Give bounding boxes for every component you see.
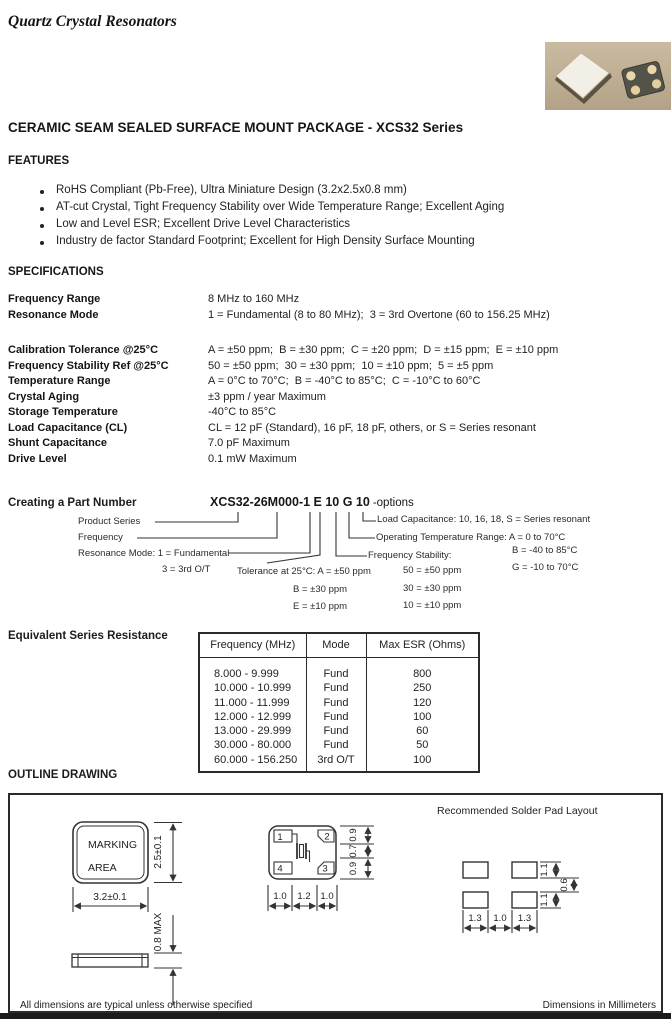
note-dimensions-mm: Dimensions in Millimeters <box>542 1000 656 1011</box>
spec-value: A = ±50 ppm; B = ±30 ppm; C = ±20 ppm; D = ±15 ppm; E = ±10 ppm <box>208 344 559 356</box>
esr-cell: 11.000 - 11.999 <box>199 696 306 710</box>
footer-bar <box>0 1013 671 1019</box>
esr-cell: 250 <box>413 682 432 695</box>
part-number-options: -options <box>372 497 414 509</box>
dim-body-height: 2.5±0.1 <box>153 835 164 869</box>
pn-label-frequency: Frequency <box>78 532 123 543</box>
feature-item <box>40 201 640 218</box>
table-row <box>199 696 479 710</box>
esr-cell: 100 <box>413 710 432 723</box>
part-number-example <box>210 495 414 509</box>
top-view-drawing <box>72 822 182 1005</box>
spec-value: 50 = ±50 ppm; 30 = ±30 ppm; 10 = ±10 ppm; 5 = ±5 ppm <box>208 359 494 372</box>
feature-item <box>40 235 640 252</box>
esr-cell: 3rd O/T <box>306 753 366 772</box>
esr-cell: Fund <box>306 681 366 695</box>
dim-pad-h3: 0.9 <box>348 861 359 876</box>
esr-cell: 50 <box>416 739 429 752</box>
pn-label-operating-temp: Operating Temperature Range: A = 0 to 70°C <box>376 532 566 543</box>
spec-row <box>8 309 668 325</box>
dim-pad-w1: 1.0 <box>273 891 287 902</box>
product-photo <box>545 42 671 115</box>
pin-3-label: 3 <box>322 863 328 875</box>
marking-area-label-1: MARKING <box>88 839 138 851</box>
spec-row <box>8 391 668 407</box>
spec-value: 7.0 pF Maximum <box>208 437 290 449</box>
spec-value: 1 = Fundamental (8 to 80 MHz); 3 = 3rd Overtone (60 to 156.25 MHz) <box>208 308 550 321</box>
features-list <box>40 184 640 252</box>
esr-header-row <box>199 633 479 658</box>
spec-label: Frequency Range <box>8 293 101 305</box>
spec-label: Calibration Tolerance @25°C <box>8 344 159 356</box>
pn-label-resonance-mode: Resonance Mode: 1 = Fundamental <box>78 548 230 559</box>
spec-row <box>8 375 668 391</box>
dim-body-thickness: 0.8 MAX <box>153 912 164 952</box>
pn-label-resonance-mode2: 3 = 3rd O/T <box>162 564 211 575</box>
bullet-icon <box>40 190 44 194</box>
outline-drawing-heading: OUTLINE DRAWING <box>8 769 118 781</box>
spec-label: Frequency Stability Ref @25°C <box>8 359 169 372</box>
pn-label-operating-temp-b: B = -40 to 85°C <box>512 545 578 556</box>
spec-label: Shunt Capacitance <box>8 437 108 449</box>
specifications-heading: SPECIFICATIONS <box>8 266 104 278</box>
pn-label-stability-30: 30 = ±30 ppm <box>403 583 462 594</box>
spec-row <box>8 406 668 422</box>
spec-row <box>8 344 668 360</box>
part-number-code: XCS32-26M000-1 E 10 G 10 <box>210 495 370 509</box>
spec-value: CL = 12 pF (Standard), 16 pF, 18 pF, others, or S = Series resonant <box>208 421 536 434</box>
feature-text: AT-cut Crystal, Tight Frequency Stability over Wide Temperature Range; Excellent Aging <box>56 201 505 213</box>
pn-label-stability: Frequency Stability: <box>368 550 452 561</box>
outline-frame <box>9 794 662 1012</box>
dim-sp-h2: 1.1 <box>539 893 550 907</box>
dim-sp-gap: 0.6 <box>559 878 570 892</box>
crystal-photo-graphic <box>545 42 671 110</box>
part-number-heading: Creating a Part Number <box>8 497 137 509</box>
esr-cell: Fund <box>306 696 366 710</box>
table-row <box>199 738 479 752</box>
esr-heading: Equivalent Series Resistance <box>8 630 168 642</box>
outline-drawing <box>8 793 663 1014</box>
esr-cell: 10.000 - 10.999 <box>199 681 306 695</box>
pn-label-tolerance-b: B = ±30 ppm <box>293 584 348 595</box>
esr-cell: 120 <box>413 696 432 709</box>
pn-label-product-series: Product Series <box>78 516 141 527</box>
esr-cell: Fund <box>306 724 366 738</box>
pn-label-stability-50: 50 = ±50 ppm <box>403 565 462 576</box>
esr-cell: 30.000 - 80.000 <box>199 738 306 752</box>
table-row <box>199 753 479 772</box>
pin-4-label: 4 <box>277 863 283 875</box>
spec-label: Crystal Aging <box>8 390 80 403</box>
crystal-symbol <box>292 834 310 862</box>
pn-label-operating-temp-g: G = -10 to 70°C <box>512 562 579 573</box>
dim-sp-h1: 1.1 <box>539 863 550 877</box>
bullet-icon <box>40 241 44 245</box>
spec-value: 8 MHz to 160 MHz <box>208 293 300 305</box>
marking-area-label-2: AREA <box>88 862 117 874</box>
esr-cell: 800 <box>413 668 432 680</box>
spec-row <box>8 293 668 309</box>
feature-item <box>40 218 640 235</box>
spec-label: Temperature Range <box>8 375 111 387</box>
note-dimensions-typical: All dimensions are typical unless otherwise specified <box>20 1000 253 1011</box>
dim-sp-w1: 1.3 <box>468 913 482 924</box>
dim-pad-h2: 0.7 <box>348 844 359 858</box>
spec-label: Resonance Mode <box>8 308 99 321</box>
esr-cell: 60.000 - 156.250 <box>199 753 306 772</box>
table-row <box>199 724 479 738</box>
features-heading: FEATURES <box>8 155 70 167</box>
feature-text: Low and Level ESR; Excellent Drive Level Characteristics <box>56 218 351 230</box>
pn-label-load-capacitance: Load Capacitance: 10, 16, 18, S = Series resonant <box>377 514 591 525</box>
brand-title: Quartz Crystal Resonators <box>8 13 177 30</box>
esr-cell: 13.000 - 29.999 <box>199 724 306 738</box>
solder-pad-layout-drawing <box>463 862 579 933</box>
spec-label: Storage Temperature <box>8 406 118 418</box>
esr-cell: 8.000 - 9.999 <box>199 658 306 682</box>
dim-body-width: 3.2±0.1 <box>93 892 127 903</box>
pn-label-stability-10: 10 = ±10 ppm <box>403 600 462 611</box>
spec-label: Load Capacitance (CL) <box>8 421 128 434</box>
dim-pad-h1: 0.9 <box>348 828 359 842</box>
spec-value: ±3 ppm / year Maximum <box>208 390 326 403</box>
pad-configuration-drawing <box>268 826 374 911</box>
table-row <box>199 658 479 682</box>
side-view-drawing <box>72 954 148 967</box>
spec-row <box>8 360 668 376</box>
spec-row <box>8 437 668 453</box>
esr-cell: 100 <box>413 753 432 766</box>
feature-text: Industry de factor Standard Footprint; Excellent for High Density Surface Mounting <box>56 235 475 247</box>
specifications-list <box>8 293 668 468</box>
bullet-icon <box>40 224 44 228</box>
bullet-icon <box>40 207 44 211</box>
feature-item <box>40 184 640 201</box>
esr-cell: 12.000 - 12.999 <box>199 710 306 724</box>
dim-sp-w3: 1.3 <box>517 913 532 924</box>
pin-1-label: 1 <box>277 832 283 843</box>
esr-cell: 60 <box>416 725 429 738</box>
esr-col-maxesr: Max ESR (Ohms) <box>366 633 479 658</box>
esr-col-mode: Mode <box>306 633 366 658</box>
esr-cell: Fund <box>306 738 366 752</box>
spec-value: A = 0°C to 70°C; B = -40°C to 85°C; C = -10°C to 60°C <box>208 375 481 387</box>
solder-pad-layout-title: Recommended Solder Pad Layout <box>437 805 598 817</box>
table-row <box>199 710 479 724</box>
spec-row <box>8 422 668 438</box>
esr-cell: Fund <box>306 710 366 724</box>
dim-pad-w2: 1.2 <box>297 891 311 902</box>
esr-table <box>198 632 480 773</box>
table-row <box>199 681 479 695</box>
pin-2-label: 2 <box>324 831 330 843</box>
pn-label-tolerance: Tolerance at 25°C: A = ±50 ppm <box>237 566 371 577</box>
spec-value: 0.1 mW Maximum <box>208 452 297 465</box>
dim-sp-w2: 1.0 <box>493 913 507 924</box>
spec-row <box>8 453 668 469</box>
spec-value: -40°C to 85°C <box>208 406 277 418</box>
spec-label: Drive Level <box>8 452 67 465</box>
page-title: CERAMIC SEAM SEALED SURFACE MOUNT PACKAGE - XCS32 Series <box>8 120 464 135</box>
pn-label-tolerance-e: E = ±10 ppm <box>293 601 348 612</box>
esr-col-frequency: Frequency (MHz) <box>199 633 306 658</box>
dim-pad-w3: 1.0 <box>320 891 334 902</box>
feature-text: RoHS Compliant (Pb-Free), Ultra Miniature Design (3.2x2.5x0.8 mm) <box>56 184 407 196</box>
esr-cell: Fund <box>306 658 366 682</box>
